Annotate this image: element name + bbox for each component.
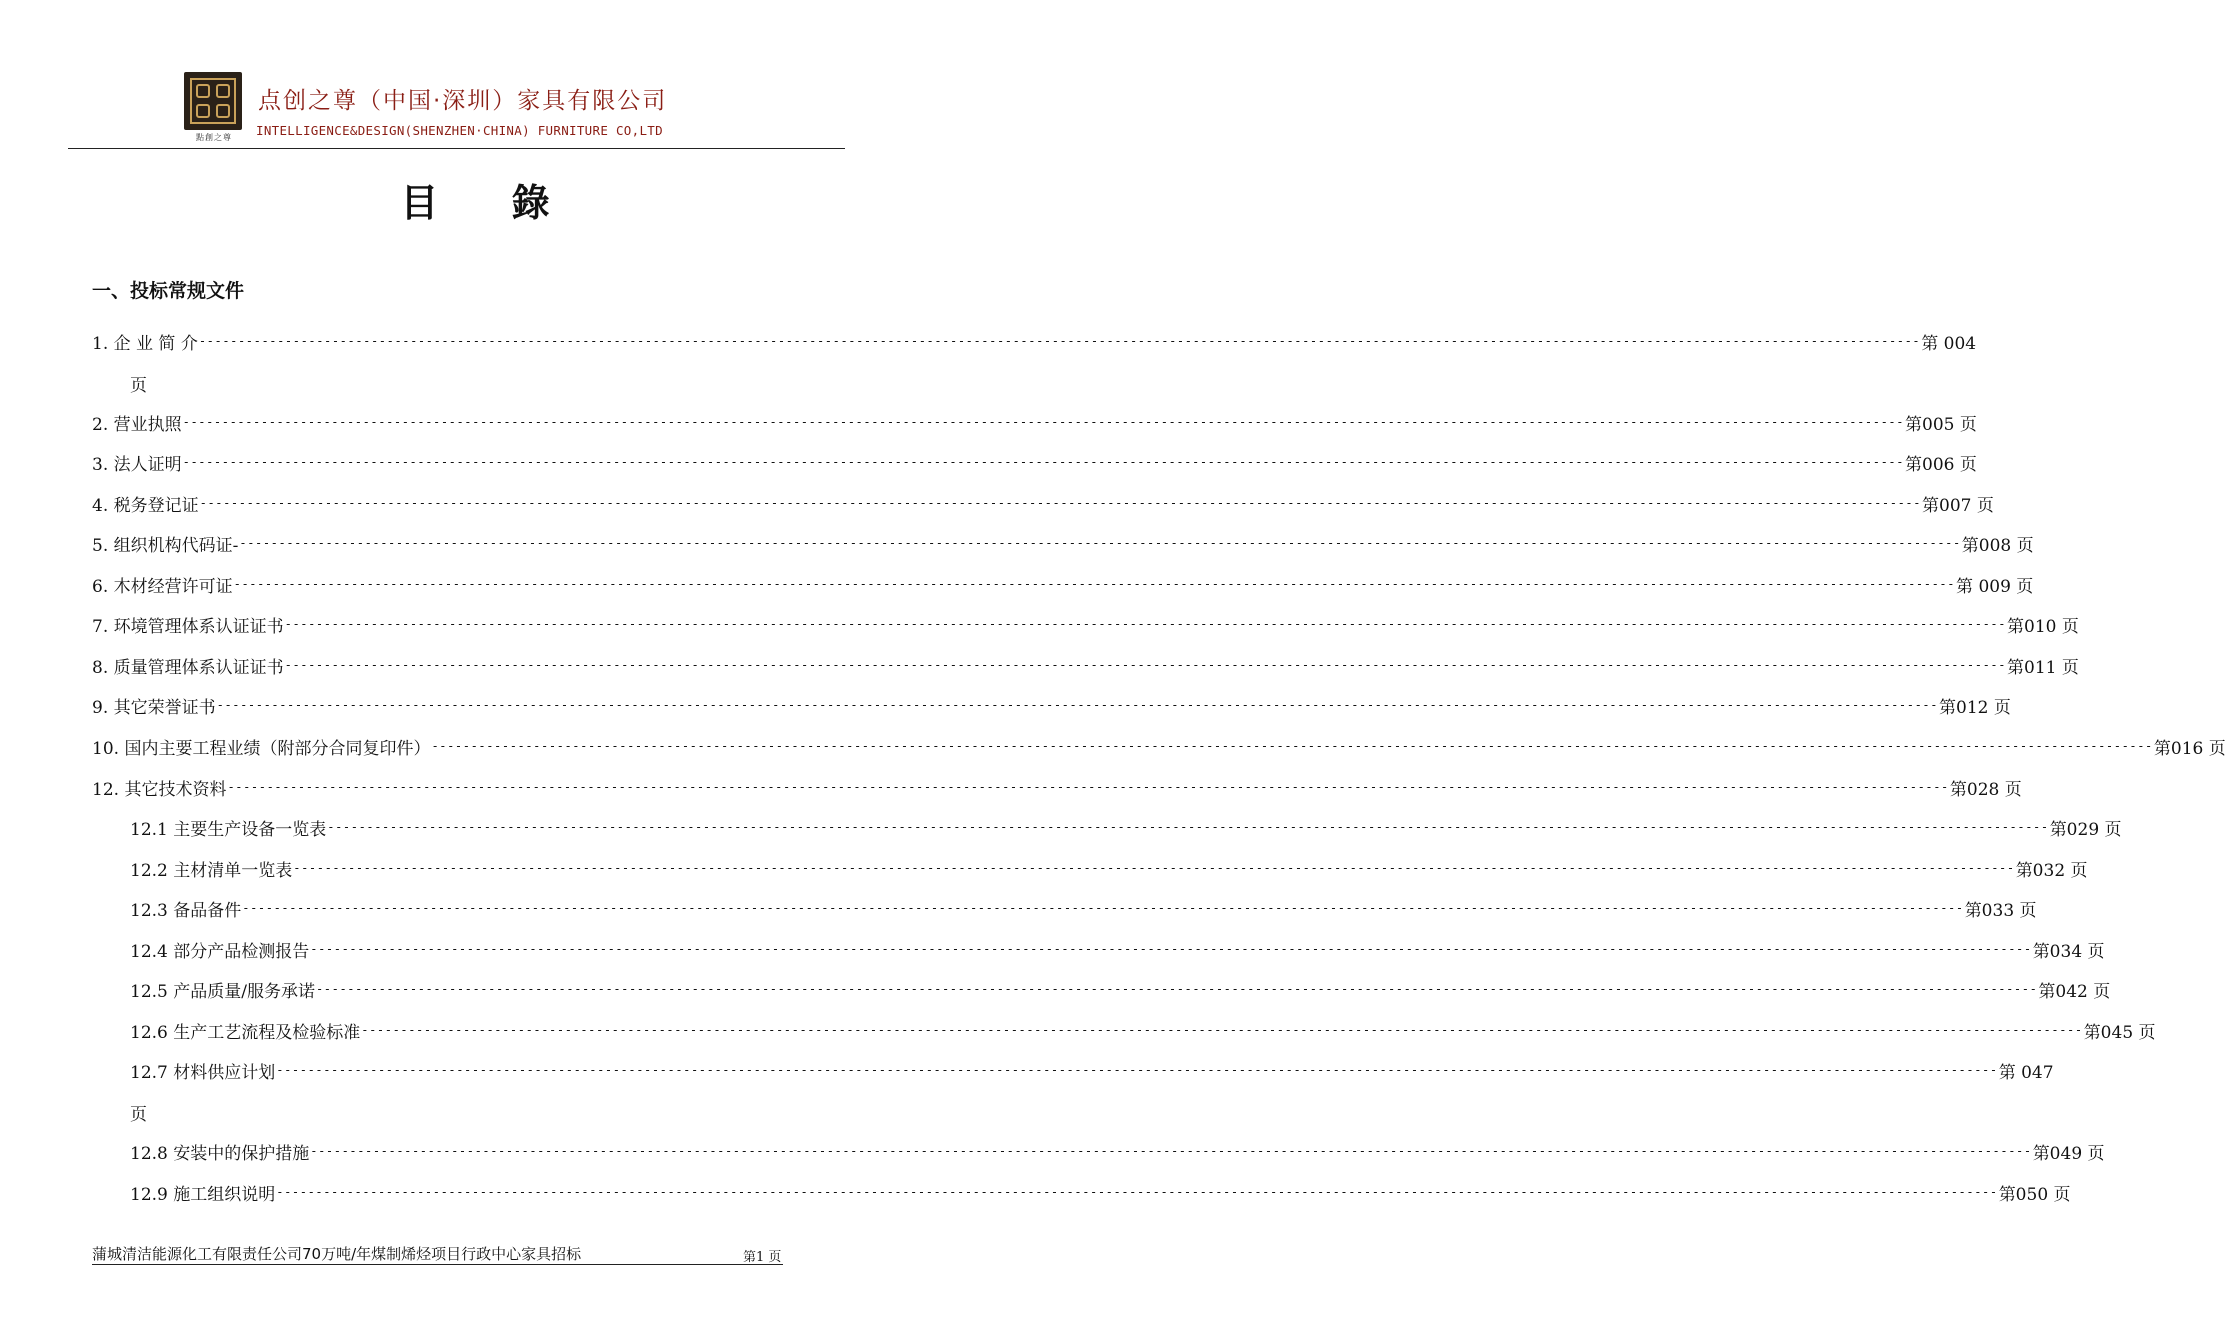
toc-subentry[interactable] bbox=[130, 1057, 2054, 1083]
toc-leader: ---------------------------------------------------------------------------------------------------------------------------------------------------------------------------------------------------------------------------- bbox=[310, 1144, 2032, 1158]
toc-entry[interactable] bbox=[92, 692, 2011, 718]
toc-entry[interactable] bbox=[92, 409, 1977, 435]
toc-entry-label: 12. 其它技术资料 bbox=[92, 779, 227, 800]
toc-leader: ---------------------------------------------------------------------------------------------------------------------------------------------------------------------------------------------------------------------------- bbox=[242, 901, 1964, 915]
toc-entry-page: 第 004 bbox=[1921, 333, 1977, 354]
logo-caption: 點創之尊 bbox=[196, 133, 232, 142]
toc-leader: ---------------------------------------------------------------------------------------------------------------------------------------------------------------------------------------------------------------------------- bbox=[276, 1185, 1998, 1199]
toc-entry-page: 第034 页 bbox=[2032, 941, 2105, 962]
toc-entry-page: 第050 页 bbox=[1998, 1184, 2071, 1205]
toc-entry-label: 7. 环境管理体系认证证书 bbox=[92, 616, 284, 637]
toc-subentry[interactable] bbox=[130, 855, 2088, 881]
toc-leader: ---------------------------------------------------------------------------------------------------------------------------------------------------------------------------------------------------------------------------- bbox=[239, 536, 1961, 550]
toc-entry-page: 第049 页 bbox=[2032, 1143, 2105, 1164]
page-header bbox=[68, 60, 845, 150]
toc-leader: ---------------------------------------------------------------------------------------------------------------------------------------------------------------------------------------------------------------------------- bbox=[233, 577, 1956, 591]
toc-entry-label: 12.7 材料供应计划 bbox=[130, 1062, 276, 1083]
toc-leader: ---------------------------------------------------------------------------------------------------------------------------------------------------------------------------------------------------------------------------- bbox=[182, 415, 1905, 429]
toc-entry-page: 第032 页 bbox=[2015, 860, 2088, 881]
toc-entry-page: 第005 页 bbox=[1905, 414, 1977, 435]
toc-entry-label: 10. 国内主要工程业绩（附部分合同复印件） bbox=[92, 738, 431, 759]
toc-subentry[interactable] bbox=[130, 814, 2122, 840]
toc-leader: ---------------------------------------------------------------------------------------------------------------------------------------------------------------------------------------------------------------------------- bbox=[199, 496, 1922, 510]
toc-leader: ---------------------------------------------------------------------------------------------------------------------------------------------------------------------------------------------------------------------------- bbox=[227, 780, 1949, 794]
toc-entry-page: 第028 页 bbox=[1949, 779, 2022, 800]
document-title: 目 錄 bbox=[400, 181, 580, 225]
toc-entry-page: 第011 页 bbox=[2007, 657, 2079, 678]
toc-entry[interactable] bbox=[92, 328, 1977, 354]
header-divider bbox=[68, 148, 845, 149]
toc-entry[interactable] bbox=[92, 449, 1977, 475]
toc-leader: ---------------------------------------------------------------------------------------------------------------------------------------------------------------------------------------------------------------------------- bbox=[284, 617, 2007, 631]
toc-leader: ---------------------------------------------------------------------------------------------------------------------------------------------------------------------------------------------------------------------------- bbox=[276, 1063, 1998, 1077]
toc-entry[interactable] bbox=[92, 733, 2226, 759]
toc-leader: ---------------------------------------------------------------------------------------------------------------------------------------------------------------------------------------------------------------------------- bbox=[327, 820, 2049, 834]
toc-leader: ---------------------------------------------------------------------------------------------------------------------------------------------------------------------------------------------------------------------------- bbox=[198, 334, 1921, 348]
toc-entry-page: 第007 页 bbox=[1922, 495, 1994, 516]
toc-entry-page: 第 009 页 bbox=[1956, 576, 2034, 597]
toc-subentry[interactable] bbox=[130, 1179, 2071, 1205]
toc-entry-label: 3. 法人证明 bbox=[92, 454, 182, 475]
toc-entry-label: 1. 企 业 简 介 bbox=[92, 333, 198, 354]
footer-project-title: 蒲城清洁能源化工有限责任公司70万吨/年煤制烯烃项目行政中心家具招标 bbox=[92, 1245, 582, 1263]
toc-leader: ---------------------------------------------------------------------------------------------------------------------------------------------------------------------------------------------------------------------------- bbox=[315, 982, 2038, 996]
toc-entry-label: 12.1 主要生产设备一览表 bbox=[130, 819, 327, 840]
toc-subentry[interactable] bbox=[130, 1138, 2105, 1164]
toc-entry[interactable] bbox=[92, 571, 2034, 597]
toc-entry-page: 第006 页 bbox=[1905, 454, 1977, 475]
company-name-cn: 点创之尊（中国·深圳）家具有限公司 bbox=[258, 88, 668, 114]
toc-entry[interactable] bbox=[92, 774, 2022, 800]
toc-entry-label: 4. 税务登记证 bbox=[92, 495, 199, 516]
toc-entry-label: 5. 组织机构代码证- bbox=[92, 535, 239, 556]
toc-entry-label: 12.8 安装中的保护措施 bbox=[130, 1143, 310, 1164]
toc-entry-page: 第008 页 bbox=[1961, 535, 2034, 556]
toc-subentry[interactable] bbox=[130, 1017, 2156, 1043]
toc-leader: ---------------------------------------------------------------------------------------------------------------------------------------------------------------------------------------------------------------------------- bbox=[310, 942, 2032, 956]
company-logo-icon bbox=[184, 72, 242, 130]
toc-entry-page: 第029 页 bbox=[2049, 819, 2122, 840]
toc-entry-page: 第033 页 bbox=[1964, 900, 2037, 921]
toc-entry-label: 12.5 产品质量/服务承诺 bbox=[130, 981, 315, 1002]
footer-page-number: 第1 页 bbox=[743, 1250, 782, 1265]
toc-entry[interactable] bbox=[92, 490, 1994, 516]
toc-entry-label: 12.6 生产工艺流程及检验标准 bbox=[130, 1022, 361, 1043]
toc-leader: ---------------------------------------------------------------------------------------------------------------------------------------------------------------------------------------------------------------------------- bbox=[431, 739, 2153, 753]
company-name-en: INTELLIGENCE&DESIGN(SHENZHEN·CHINA) FURNITURE CO,LTD bbox=[256, 123, 663, 138]
toc-entry-page: 第042 页 bbox=[2038, 981, 2111, 1002]
toc-entry-page: 第045 页 bbox=[2083, 1022, 2156, 1043]
toc-entry-label: 12.2 主材清单一览表 bbox=[130, 860, 293, 881]
toc-entry-label: 12.9 施工组织说明 bbox=[130, 1184, 276, 1205]
toc-entry[interactable] bbox=[92, 530, 2034, 556]
toc-entry[interactable] bbox=[92, 652, 2079, 678]
toc-subentry[interactable] bbox=[130, 895, 2037, 921]
toc-entry-label: 12.4 部分产品检测报告 bbox=[130, 941, 310, 962]
toc-leader: ---------------------------------------------------------------------------------------------------------------------------------------------------------------------------------------------------------------------------- bbox=[361, 1023, 2083, 1037]
footer-divider bbox=[92, 1264, 783, 1265]
toc-entry[interactable] bbox=[92, 611, 2079, 637]
toc-subentry[interactable] bbox=[130, 936, 2105, 962]
toc-entry-label: 8. 质量管理体系认证证书 bbox=[92, 657, 284, 678]
toc-entry-page-continuation: 页 bbox=[130, 1105, 147, 1125]
toc-entry-label: 6. 木材经营许可证 bbox=[92, 576, 233, 597]
toc-entry-label: 12.3 备品备件 bbox=[130, 900, 242, 921]
toc-entry-label: 9. 其它荣誉证书 bbox=[92, 697, 216, 718]
toc-subentry[interactable] bbox=[130, 976, 2111, 1002]
section-heading: 一、投标常规文件 bbox=[92, 280, 245, 302]
toc-entry-page-continuation: 页 bbox=[130, 376, 147, 396]
toc-entry-page: 第 047 bbox=[1998, 1062, 2054, 1083]
toc-entry-label: 2. 营业执照 bbox=[92, 414, 182, 435]
toc-entry-page: 第016 页 bbox=[2153, 738, 2226, 759]
toc-leader: ---------------------------------------------------------------------------------------------------------------------------------------------------------------------------------------------------------------------------- bbox=[182, 455, 1905, 469]
toc-entry-page: 第012 页 bbox=[1939, 697, 2011, 718]
toc-leader: ---------------------------------------------------------------------------------------------------------------------------------------------------------------------------------------------------------------------------- bbox=[216, 698, 1939, 712]
toc-entry-page: 第010 页 bbox=[2007, 616, 2079, 637]
toc-leader: ---------------------------------------------------------------------------------------------------------------------------------------------------------------------------------------------------------------------------- bbox=[284, 658, 2007, 672]
toc-leader: ---------------------------------------------------------------------------------------------------------------------------------------------------------------------------------------------------------------------------- bbox=[293, 861, 2015, 875]
